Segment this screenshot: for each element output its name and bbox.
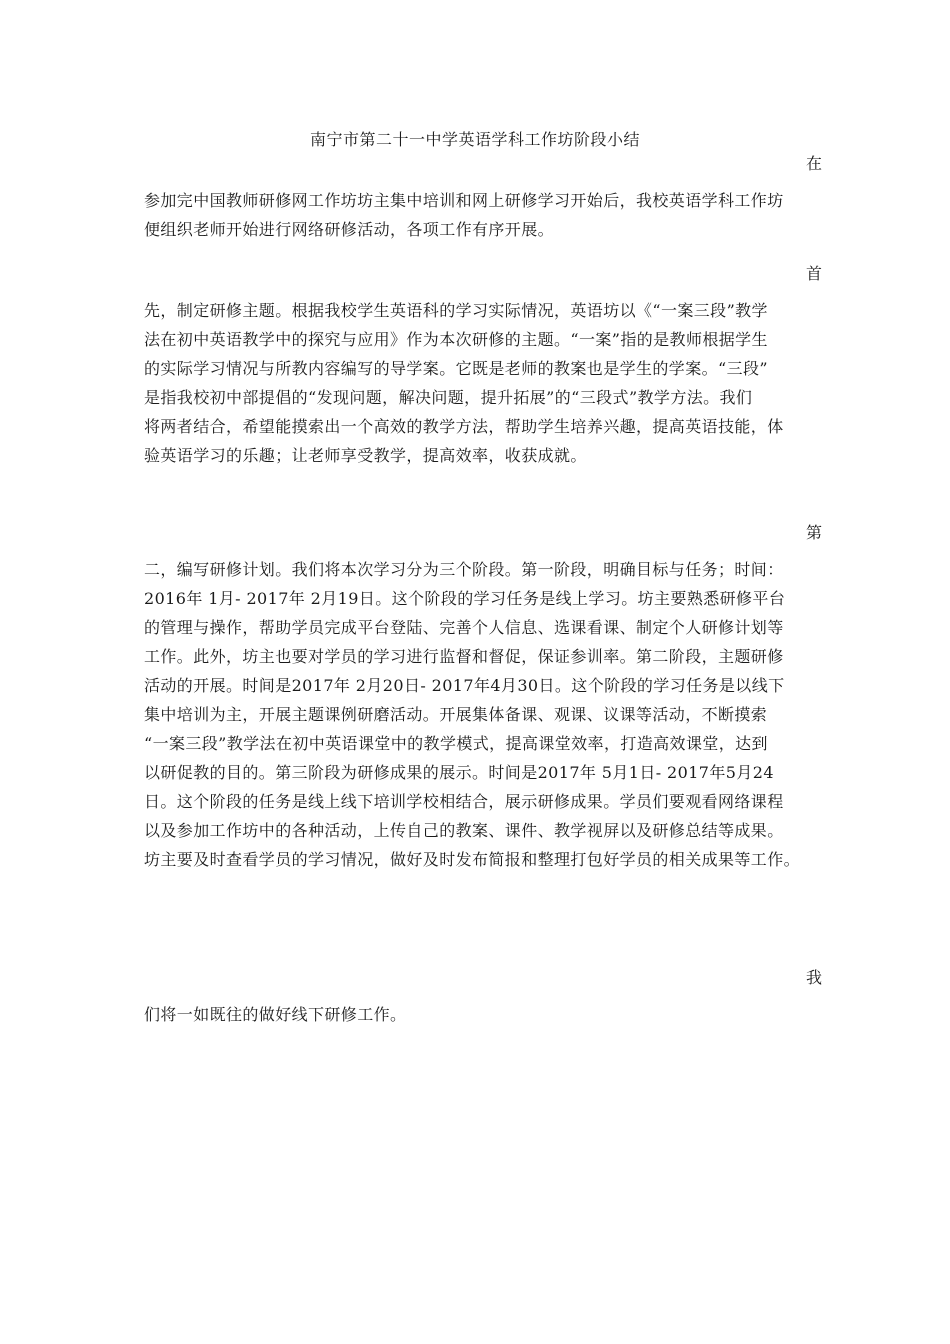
- paragraph-line: 先，制定研修主题。根据我校学生英语科的学习实际情况，英语坊以《“一案三段”教学: [144, 301, 768, 320]
- paragraph-2: [144, 296, 824, 470]
- paragraph-1-first-char: 在: [806, 154, 823, 173]
- paragraph-4-first-char: 我: [806, 968, 823, 987]
- paragraph-line: 工作。此外，坊主也要对学员的学习进行监督和督促，保证参训率。第二阶段，主题研修: [144, 647, 784, 666]
- document-title: 南宁市第二十一中学英语学科工作坊阶段小结: [309, 130, 640, 149]
- paragraph-line: 集中培训为主，开展主题课例研磨活动。开展集体备课、观课、议课等活动，不断摸索: [144, 705, 768, 724]
- paragraph-line: “一案三段”教学法在初中英语课堂中的教学模式，提高课堂效率，打造高效课堂，达到: [144, 734, 768, 753]
- paragraph-line: 坊主要及时查看学员的学习情况，做好及时发布简报和整理打包好学员的相关成果等工作。: [144, 850, 801, 869]
- paragraph-2-first-char: 首: [806, 264, 823, 283]
- paragraph-line: 法在初中英语教学中的探究与应用》作为本次研修的主题。“一案”指的是教师根据学生: [144, 330, 768, 349]
- paragraph-line: 2016年 1月- 2017年 2月19日。这个阶段的学习任务是线上学习。坊主要熟悉研修平台: [144, 589, 786, 608]
- paragraph-3: [144, 555, 824, 874]
- paragraph-line: 是指我校初中部提倡的“发现问题，解决问题，提升拓展”的“三段式”教学方法。我们: [144, 388, 753, 407]
- paragraph-line: 以及参加工作坊中的各种活动，上传自己的教案、课件、教学视屏以及研修总结等成果。: [144, 821, 784, 840]
- paragraph-line: 活动的开展。时间是2017年 2月20日- 2017年4月30日。这个阶段的学习任务是以线下: [144, 676, 785, 695]
- paragraph-line: 的管理与操作，帮助学员完成平台登陆、完善个人信息、选课看课、制定个人研修计划等: [144, 618, 784, 637]
- paragraph-1: [144, 186, 824, 244]
- paragraph-line: 便组织老师开始进行网络研修活动，各项工作有序开展。: [144, 220, 555, 239]
- paragraph-line: 二，编写研修计划。我们将本次学习分为三个阶段。第一阶段，明确目标与任务；时间：: [144, 560, 784, 579]
- paragraph-3-first-char: 第: [806, 523, 823, 542]
- paragraph-line: 参加完中国教师研修网工作坊坊主集中培训和网上研修学习开始后，我校英语学科工作坊: [144, 191, 784, 210]
- paragraph-4: [144, 1000, 824, 1029]
- paragraph-line: 以研促教的目的。第三阶段为研修成果的展示。时间是2017年 5月1日- 2017年5月24: [144, 763, 774, 782]
- paragraph-line: 们将一如既往的做好线下研修工作。: [144, 1005, 407, 1024]
- paragraph-line: 验英语学习的乐趣；让老师享受教学，提高效率，收获成就。: [144, 446, 587, 465]
- paragraph-line: 将两者结合，希望能摸索出一个高效的教学方法，帮助学生培养兴趣，提高英语技能，体: [144, 417, 784, 436]
- paragraph-line: 的实际学习情况与所教内容编写的导学案。它既是老师的教案也是学生的学案。“三段”: [144, 359, 768, 378]
- paragraph-line: 日。这个阶段的任务是线上线下培训学校相结合，展示研修成果。学员们要观看网络课程: [144, 792, 784, 811]
